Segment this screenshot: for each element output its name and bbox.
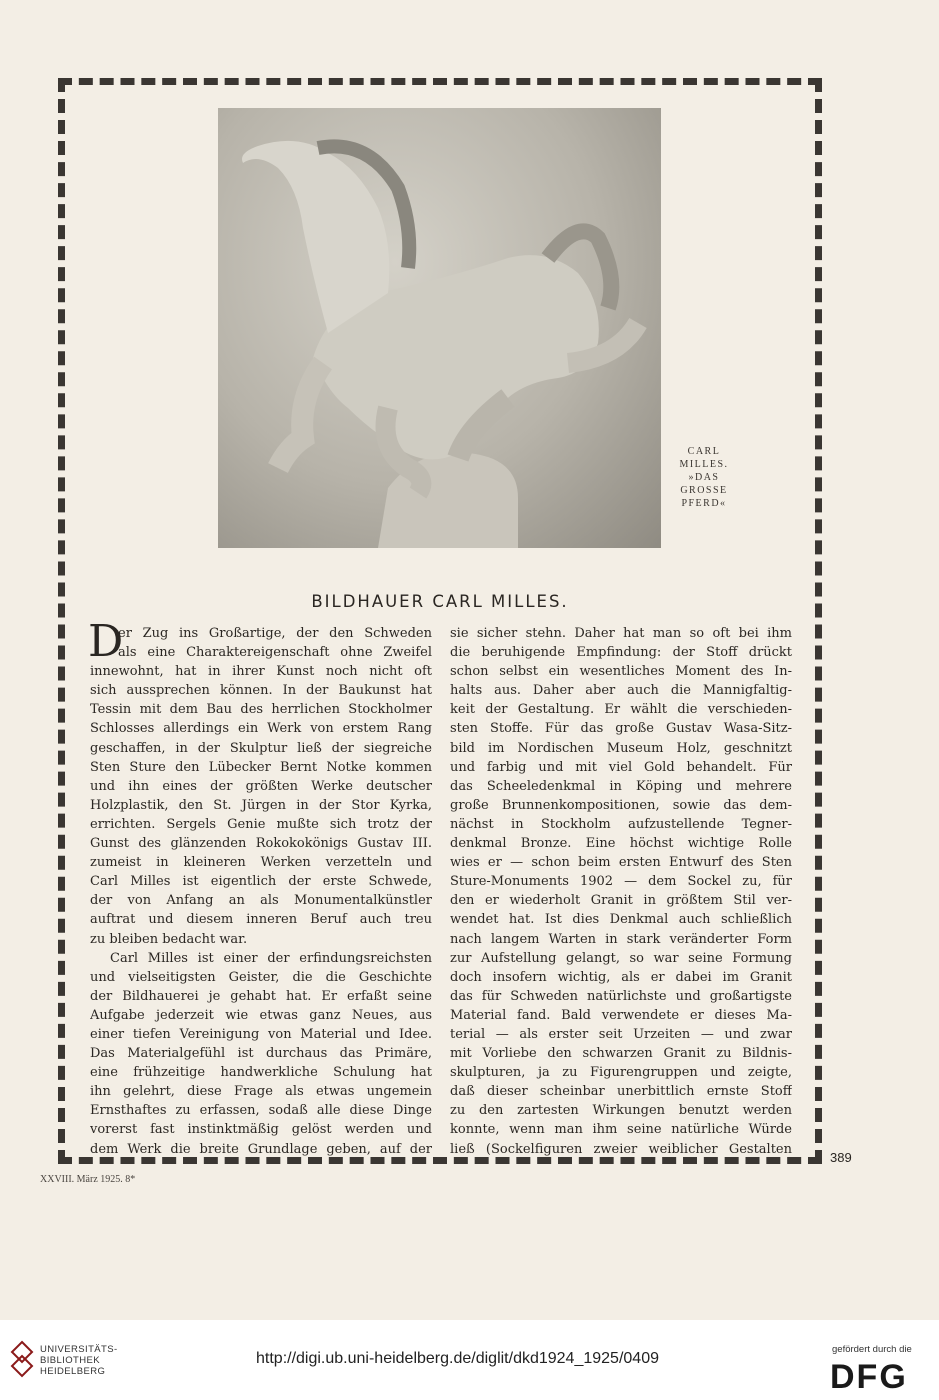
text-line: schon selbst ein wesentliches Moment des In- — [450, 664, 792, 680]
caption-line: PFERD« — [681, 498, 727, 509]
page-number: 389 — [830, 1150, 852, 1165]
library-logo-icon — [10, 1340, 34, 1378]
text-line: das für Schweden natürlichste und großartigste — [450, 988, 792, 1004]
text-line: nächst in Stockholm aufzustellende Tegner- — [450, 816, 792, 832]
dfg-logo: DFG — [830, 1358, 908, 1396]
text-line: Sten Sture den Lübecker Bernt Notke kommen — [90, 759, 432, 775]
digitization-footer — [0, 1320, 939, 1400]
text-line: sich aussprechen können. In der Baukunst hat — [90, 683, 432, 699]
text-line: sie sicher stehn. Daher hat man so oft bei ihm — [450, 626, 792, 641]
text-line: zu den zartesten Wirkungen benutzt werden — [450, 1103, 792, 1119]
text-line: Sture-Monuments 1902 — dem Sockel zu, für — [450, 874, 792, 890]
library-name-line: UNIVERSITÄTS- — [40, 1344, 118, 1355]
text-line: bild im Nordischen Museum Holz, geschnitzt — [450, 740, 792, 756]
text-line: das Scheeledenkmal in Köping und mehrere — [450, 778, 792, 794]
text-line: als eine Charaktereigenschaft ohne Zweifel — [118, 645, 432, 661]
text-line: den er wiederholt Granit in größtem Stil ver- — [450, 893, 792, 909]
text-column-left — [88, 616, 432, 1159]
funding-note: gefördert durch die — [832, 1344, 912, 1355]
text-line: zur Aufstellung gelangt, so war seine Formung — [450, 950, 792, 966]
caption-line: GROSSE — [680, 485, 728, 496]
text-line: Schlosses allerdings ein Werk von erstem Rang — [90, 721, 432, 737]
text-line: terial — als erster seit Urzeiten — und zwar — [450, 1026, 792, 1042]
text-line: wies er — schon beim ersten Entwurf des Sten — [450, 855, 792, 871]
text-line: eine frühzeitige handwerkliche Schulung hat — [90, 1065, 432, 1081]
text-line: und ihn eines der größten Werke deutscher — [90, 778, 432, 794]
article-title: BILDHAUER CARL MILLES. — [311, 592, 569, 611]
text-line: Aufgabe jederzeit wie etwas ganz Neues, aus — [90, 1007, 432, 1023]
issue-signature: XXVIII. März 1925. 8* — [40, 1174, 136, 1185]
text-line: doch insofern wichtig, als er dabei im Granit — [450, 969, 792, 985]
caption-line: CARL — [687, 446, 721, 457]
text-line: zu bleiben bedacht war. — [90, 931, 248, 947]
text-line: halts aus. Daher aber auch die Mannigfaltig- — [450, 683, 792, 699]
drop-cap: D — [88, 616, 124, 667]
text-line: der Bildhauerei je gehabt hat. Er erfaßt seine — [90, 988, 432, 1004]
text-line: Material fand. Bald verwendete er dieses Ma- — [450, 1007, 792, 1023]
text-line: Gunst des glänzenden Rokokokönigs Gustav III. — [90, 836, 432, 852]
text-line: wendet hat. Ist dies Denkmal auch schließlich — [450, 912, 792, 928]
text-line: ließ (Sockelfiguren zweier weiblicher Gestalten — [450, 1141, 792, 1157]
text-line: mit Vorliebe den schwarzen Granit zu Bildnis- — [450, 1046, 792, 1062]
text-line: die beruhigende Empfindung: der Stoff drückt — [450, 645, 792, 661]
text-line: nach langem Warten in stark veränderter Form — [450, 931, 792, 947]
text-line: auftrat und diesem inneren Beruf auch treu — [90, 912, 432, 928]
text-line: skulpturen, ja zu Figurengruppen und zeigte, — [450, 1065, 792, 1081]
caption-line: »DAS — [688, 472, 720, 483]
text-line: Carl Milles ist eigentlich der erste Schwede, — [90, 874, 432, 890]
text-line: Carl Milles ist einer der erfindungsreichsten — [110, 950, 432, 966]
text-line: innewohnt, hat in ihrer Kunst noch nicht oft — [90, 664, 432, 680]
text-line: große Brunnenkompositionen, sowie das dem- — [450, 797, 792, 813]
horse-sculpture-photo — [218, 108, 661, 548]
text-line: errichten. Sergels Genie mußte sich trotz der — [90, 816, 432, 832]
library-name — [40, 1344, 118, 1377]
text-line: und vielseitigsten Geister, die die Geschichte — [90, 969, 432, 985]
library-name-line: HEIDELBERG — [40, 1366, 106, 1377]
text-line: ihn gelehrt, diese Frage als etwas ungemein — [90, 1084, 432, 1100]
text-line: dem Werk die breite Grundlage geben, auf der — [90, 1141, 432, 1157]
horse-sculpture-image — [218, 108, 661, 548]
text-line: Holzplastik, den St. Jürgen in der Stor Kyrka, — [90, 797, 432, 813]
text-line: daß dieser scheinbar unerbittlich ernste Stoff — [450, 1084, 792, 1100]
text-line: der von Anfang an als Monumentalkünstler — [90, 893, 432, 909]
text-line: Ernsthaftes zu erfassen, sodaß alle diese Dinge — [90, 1103, 432, 1119]
text-line: und farbig und mit viel Gold behandelt. Für — [450, 759, 792, 775]
text-line: vorerst fast instinktmäßig gelöst werden und — [90, 1122, 432, 1138]
text-line: zumeist in kleineren Werken verzetteln und — [90, 855, 432, 871]
text-column-right — [450, 624, 792, 1159]
text-line: Tessin mit dem Bau des herrlichen Stockholmer — [90, 702, 432, 718]
text-line: konnte, wenn man ihm seine natürliche Würde — [450, 1122, 792, 1138]
text-line: er Zug ins Großartige, der den Schweden — [118, 626, 432, 641]
permalink-url[interactable]: http://digi.ub.uni-heidelberg.de/diglit/dkd1924_1925/0409 — [256, 1350, 659, 1367]
text-line: geschaffen, in der Skulptur ließ der siegreiche — [90, 740, 432, 756]
library-name-line: BIBLIOTHEK — [40, 1355, 100, 1366]
text-line: Das Materialgefühl ist durchaus das Primäre, — [90, 1046, 432, 1062]
text-line: einer tiefen Vereinigung von Material und Idee. — [90, 1026, 432, 1042]
text-line: keit der Gestaltung. Er wählt die verschieden- — [450, 702, 792, 718]
caption-line: MILLES. — [679, 459, 729, 470]
text-line: denkmal Bronze. Eine höchst wichtige Rolle — [450, 836, 792, 852]
text-line: sten Stoffe. Für das große Gustav Wasa-Sitz- — [450, 721, 792, 737]
figure-caption — [664, 445, 744, 510]
